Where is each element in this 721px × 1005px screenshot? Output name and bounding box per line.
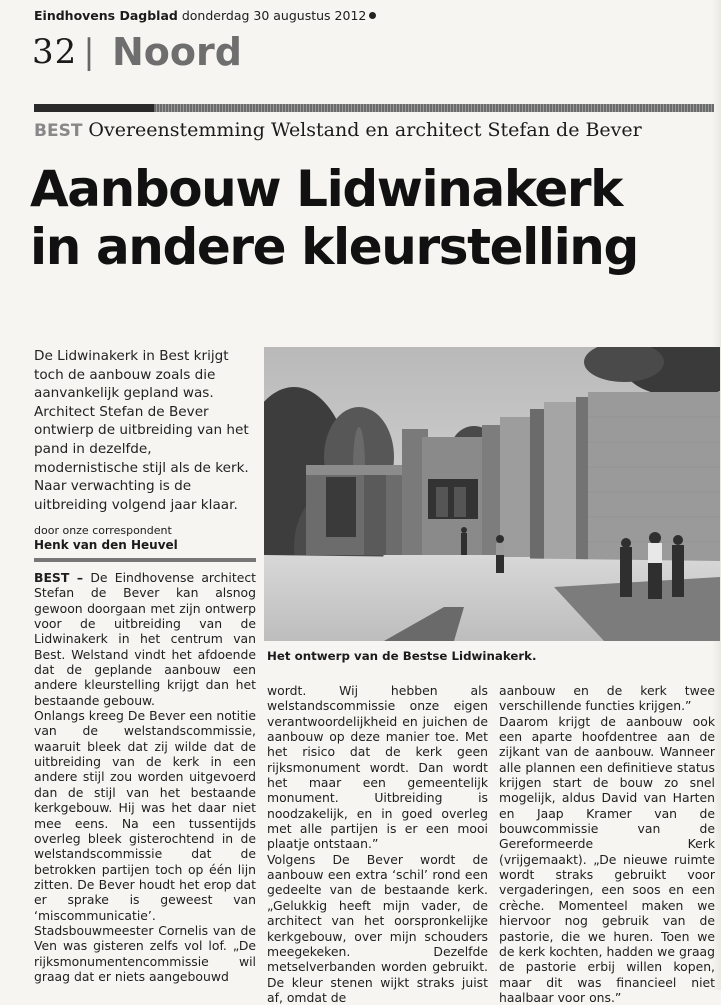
article-column-3: [499, 683, 715, 1005]
headline: [30, 160, 720, 276]
byline-intro: door onze correspondent: [34, 524, 172, 537]
headline-line-1: Aanbouw Lidwinakerk: [30, 160, 622, 218]
newspaper-name: Eindhovens Dagblad: [34, 8, 178, 23]
kicker-location: BEST: [34, 121, 83, 141]
kicker-text: Overeenstemming Welstand en architect Stefan de Bever: [88, 119, 642, 141]
column-1-paragraph-2: Onlangs kreeg De Bever een notitie van de welstandscommissie, waaruit bleek dat zij wilde dat de uitbreiding van de kerk in een andere stijl zou worden uitgevoerd dan de stijl van het bestaande kerkgebouw. Hij was het daar niet mee eens. Na een tussentijds overleg bleek gisterochtend in de welstandscommissie dat de betrokken partijen toch op één lijn zitten. De Bever houdt het erop dat er sprake is geweest van ‘miscommunicatie’. Stadsbouwmeester Cornelis van de Ven was gisteren zelfs vol lof. „De rijksmonumentencommissie wil graag dat er niets aangebouwd: [34, 708, 256, 984]
column-3-paragraph-2: Daarom krijgt de aanbouw ook een aparte hoofdentree aan de zijkant van de aanbouw. Wanneer alle plannen een definitieve status krijgen start de bouw zo snel mogelijk, aldus David van Harten en Jaap Kramer van de bouwcommissie van de Gereformeerde Kerk (vrijgemaakt). „De nieuwe ruimte wordt straks gebruikt voor vergaderingen, een soos en een crèche. Momenteel maken we hiervoor nog gebruik van de pastorie, die we huren. Toen we de kerk kochten, hadden we graag de pastorie erbij willen kopen, maar dit was financieel niet haalbaar voor ons.”: [499, 713, 715, 1005]
issue-date: donderdag 30 augustus 2012: [181, 8, 367, 23]
headline-line-2: in andere kleurstelling: [30, 218, 638, 276]
column-3-paragraph-1: aanbouw en de kerk twee verschillende functies krijgen.”: [499, 683, 715, 714]
column-1-paragraph-1-text: De Eindhovense architect Stefan de Bever kan alsnog gewoon doorgaan met zijn ontwerp voor de uitbreiding van de Lidwinakerk in het centrum van Best. Welstand vindt het afdoende dat de geplande aanbouw een andere kleurstelling krijgt dan het bestaande gebouw.: [34, 570, 256, 708]
article-column-1: [34, 570, 256, 984]
masthead: [34, 8, 376, 23]
church-rendering-photo: [264, 347, 720, 641]
kicker: [34, 119, 642, 141]
column-2-paragraph-2: Volgens De Bever wordt de aanbouw een extra ‘schil’ rond een gedeelte van de bestaande kerk. „Gelukkig heeft mijn vader, de architect van het oorspronkelijke kerkgebouw, over mijn schouders meegekeken. Dezelfde metselverbanden worden gebruikt. De kleur stenen wijkt straks juist af, omdat de: [267, 851, 488, 1005]
lede: De Lidwinakerk in Best krijgt toch de aanbouw zoals die aanvankelijk gepland was. Architect Stefan de Bever ontwierp de uitbreiding van het pand in dezelfde, modernistische stijl als de kerk. Naar verwachting is de uitbreiding volgend jaar klaar.: [34, 348, 249, 513]
article-column-2: [267, 683, 488, 1005]
photo-caption: Het ontwerp van de Bestse Lidwinakerk.: [267, 649, 537, 663]
byline-author: Henk van den Heuvel: [34, 538, 178, 552]
column-1-paragraph-1: [34, 570, 256, 708]
column-2-paragraph-1: wordt. Wij hebben als welstandscommissie onze eigen verantwoordelijkheid en juichen de aanbouw op deze manier toe. Met het risico dat de kerk geen rijksmonument wordt. Dan wordt het maar een gemeentelijk monument. Uitbreiding is noodzakelijk, en in goed overleg met alle partijen is er een mooi plaatje ontstaan.”: [267, 683, 488, 852]
page-number: 32 |: [32, 32, 96, 72]
section-title: Noord: [112, 30, 242, 74]
bullet-icon: [369, 12, 376, 19]
byline-divider: [34, 558, 256, 562]
dateline: BEST –: [34, 570, 84, 585]
section-rule: [34, 104, 714, 112]
